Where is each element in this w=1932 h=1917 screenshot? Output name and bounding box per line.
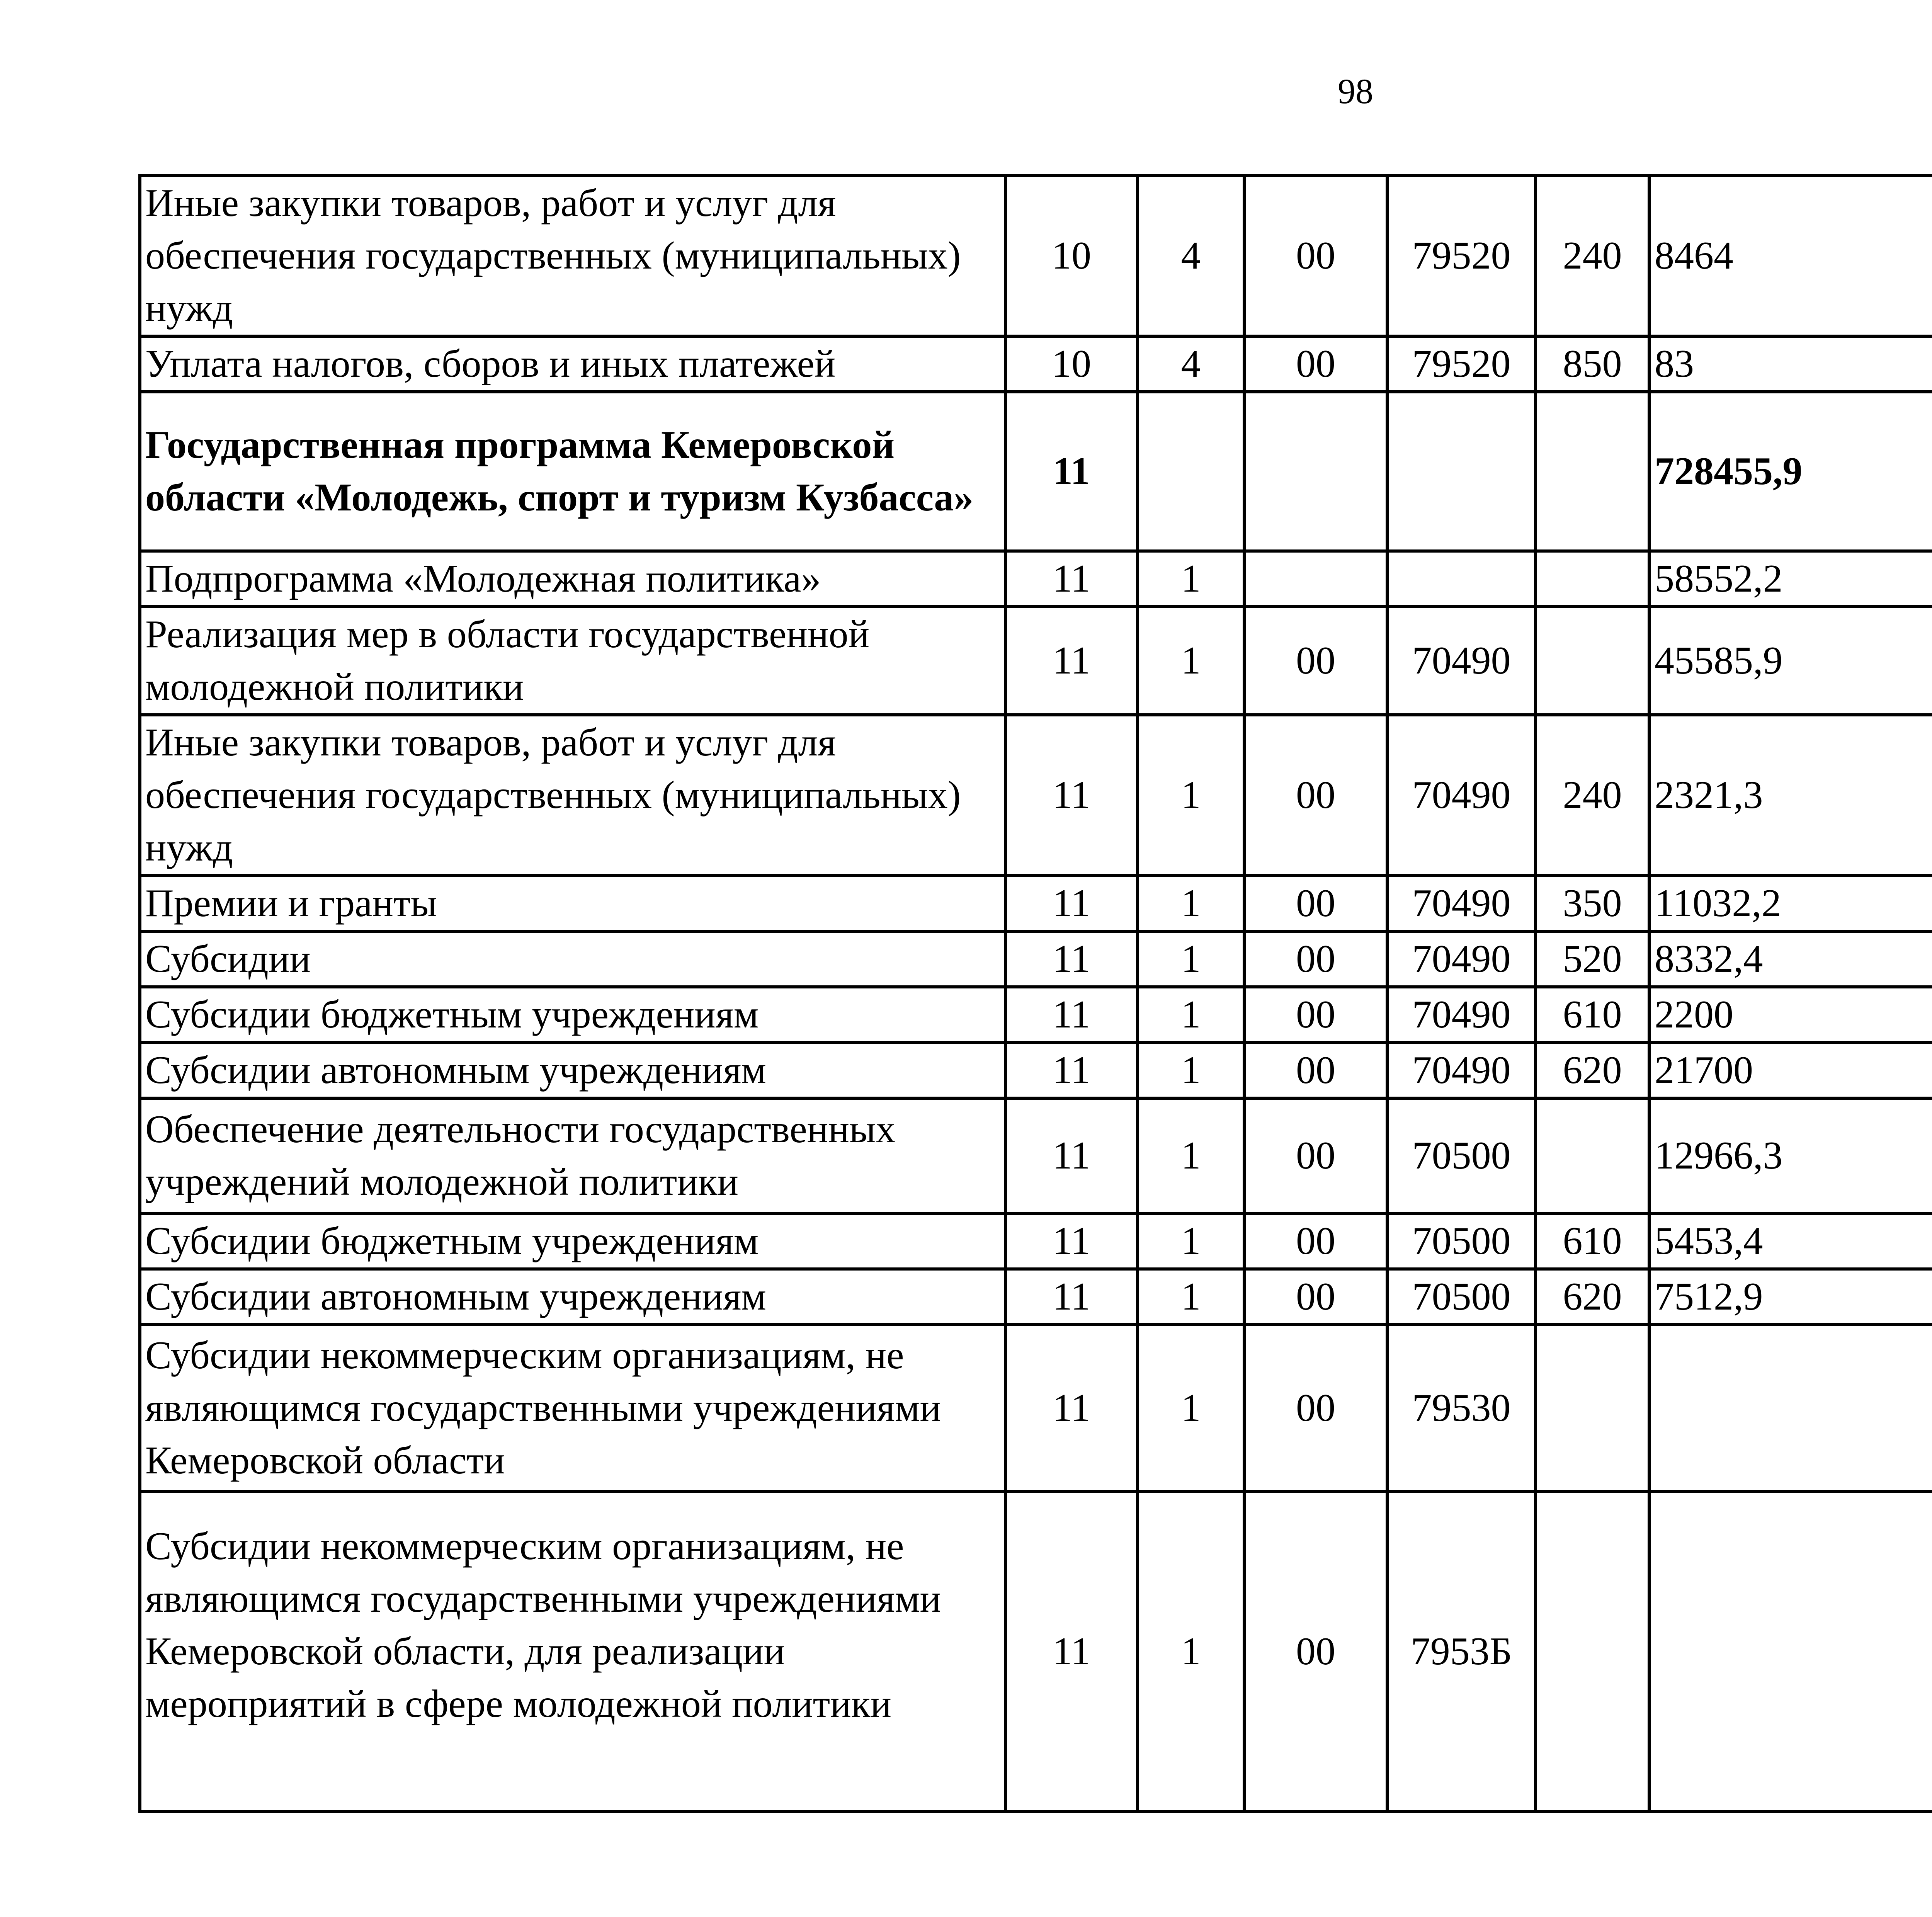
program-code: 00 bbox=[1244, 1043, 1387, 1098]
section-code: 11 bbox=[1005, 1098, 1138, 1213]
target-code: 70490 bbox=[1387, 876, 1536, 931]
table-row bbox=[140, 1325, 1932, 1492]
target-code: 70490 bbox=[1387, 1043, 1536, 1098]
target-code: 70490 bbox=[1387, 607, 1536, 715]
table-row bbox=[140, 715, 1932, 876]
program-code: 00 bbox=[1244, 931, 1387, 987]
row-name: Субсидии бюджетным учреждениям bbox=[140, 987, 1005, 1043]
expense-type-code bbox=[1536, 607, 1649, 715]
subsection-code: 4 bbox=[1138, 336, 1244, 392]
subsection-code: 1 bbox=[1138, 1325, 1244, 1492]
subsection-code bbox=[1138, 392, 1244, 551]
budget-table bbox=[138, 174, 1932, 1813]
program-code: 00 bbox=[1244, 1269, 1387, 1325]
expense-type-code: 610 bbox=[1536, 1213, 1649, 1269]
section-code: 10 bbox=[1005, 175, 1138, 336]
target-code bbox=[1387, 551, 1536, 607]
expense-type-code: 850 bbox=[1536, 336, 1649, 392]
row-name: Премии и гранты bbox=[140, 876, 1005, 931]
expense-type-code bbox=[1536, 1492, 1649, 1812]
section-code: 11 bbox=[1005, 551, 1138, 607]
section-code: 10 bbox=[1005, 336, 1138, 392]
subsection-code: 1 bbox=[1138, 715, 1244, 876]
table-row bbox=[140, 876, 1932, 931]
expense-type-code: 240 bbox=[1536, 175, 1649, 336]
row-name: Государственная программа Кемеровской области «Молодежь, спорт и туризм Кузбасса» bbox=[140, 392, 1005, 551]
target-code: 79530 bbox=[1387, 1325, 1536, 1492]
amount-year-1: 728455,9 bbox=[1649, 392, 1932, 551]
row-name: Субсидии bbox=[140, 931, 1005, 987]
expense-type-code: 350 bbox=[1536, 876, 1649, 931]
table-row bbox=[140, 1492, 1932, 1812]
table-row bbox=[140, 1213, 1932, 1269]
section-code: 11 bbox=[1005, 931, 1138, 987]
page-number: 98 bbox=[1338, 71, 1373, 111]
program-code: 00 bbox=[1244, 1325, 1387, 1492]
subsection-code: 1 bbox=[1138, 876, 1244, 931]
table-row bbox=[140, 1098, 1932, 1213]
program-code: 00 bbox=[1244, 987, 1387, 1043]
amount-year-1: 58552,2 bbox=[1649, 551, 1932, 607]
section-code: 11 bbox=[1005, 1492, 1138, 1812]
amount-year-1: 21700 bbox=[1649, 1043, 1932, 1098]
row-name: Иные закупки товаров, работ и услуг для обеспечения государственных (муниципальных) нужд bbox=[140, 715, 1005, 876]
amount-year-1: 12966,3 bbox=[1649, 1098, 1932, 1213]
subsection-code: 1 bbox=[1138, 1043, 1244, 1098]
amount-year-1: 45585,9 bbox=[1649, 607, 1932, 715]
amount-year-1: 8464 bbox=[1649, 175, 1932, 336]
subsection-code: 1 bbox=[1138, 987, 1244, 1043]
program-code: 00 bbox=[1244, 1098, 1387, 1213]
program-code bbox=[1244, 392, 1387, 551]
target-code: 7953Б bbox=[1387, 1492, 1536, 1812]
expense-type-code bbox=[1536, 1098, 1649, 1213]
table-row bbox=[140, 1269, 1932, 1325]
amount-year-1 bbox=[1649, 1325, 1932, 1492]
expense-type-code: 520 bbox=[1536, 931, 1649, 987]
expense-type-code bbox=[1536, 392, 1649, 551]
amount-year-1: 7512,9 bbox=[1649, 1269, 1932, 1325]
section-code: 11 bbox=[1005, 715, 1138, 876]
table-row bbox=[140, 607, 1932, 715]
row-name: Субсидии бюджетным учреждениям bbox=[140, 1213, 1005, 1269]
subsection-code: 1 bbox=[1138, 1213, 1244, 1269]
target-code: 70490 bbox=[1387, 931, 1536, 987]
program-code bbox=[1244, 551, 1387, 607]
target-code: 70500 bbox=[1387, 1269, 1536, 1325]
amount-year-1 bbox=[1649, 1492, 1932, 1812]
section-code: 11 bbox=[1005, 1043, 1138, 1098]
row-name: Подпрограмма «Молодежная политика» bbox=[140, 551, 1005, 607]
amount-year-1: 2200 bbox=[1649, 987, 1932, 1043]
table-row bbox=[140, 551, 1932, 607]
row-name: Субсидии автономным учреждениям bbox=[140, 1043, 1005, 1098]
program-code: 00 bbox=[1244, 876, 1387, 931]
program-code: 00 bbox=[1244, 175, 1387, 336]
section-code: 11 bbox=[1005, 1325, 1138, 1492]
subsection-code: 1 bbox=[1138, 1098, 1244, 1213]
target-code bbox=[1387, 392, 1536, 551]
target-code: 70490 bbox=[1387, 987, 1536, 1043]
target-code: 70500 bbox=[1387, 1213, 1536, 1269]
program-code: 00 bbox=[1244, 336, 1387, 392]
amount-year-1: 83 bbox=[1649, 336, 1932, 392]
row-name: Реализация мер в области государственной молодежной политики bbox=[140, 607, 1005, 715]
target-code: 79520 bbox=[1387, 336, 1536, 392]
program-code: 00 bbox=[1244, 1213, 1387, 1269]
target-code: 70490 bbox=[1387, 715, 1536, 876]
expense-type-code: 610 bbox=[1536, 987, 1649, 1043]
expense-type-code: 620 bbox=[1536, 1269, 1649, 1325]
table-row-program-total bbox=[140, 392, 1932, 551]
section-code: 11 bbox=[1005, 607, 1138, 715]
section-code: 11 bbox=[1005, 1213, 1138, 1269]
amount-year-1: 11032,2 bbox=[1649, 876, 1932, 931]
subsection-code: 1 bbox=[1138, 551, 1244, 607]
table-row bbox=[140, 1043, 1932, 1098]
expense-type-code bbox=[1536, 551, 1649, 607]
expense-type-code: 240 bbox=[1536, 715, 1649, 876]
table-row bbox=[140, 336, 1932, 392]
subsection-code: 1 bbox=[1138, 607, 1244, 715]
subsection-code: 1 bbox=[1138, 1269, 1244, 1325]
row-name: Уплата налогов, сборов и иных платежей bbox=[140, 336, 1005, 392]
program-code: 00 bbox=[1244, 1492, 1387, 1812]
section-code: 11 bbox=[1005, 392, 1138, 551]
row-name: Субсидии автономным учреждениям bbox=[140, 1269, 1005, 1325]
program-code: 00 bbox=[1244, 607, 1387, 715]
section-code: 11 bbox=[1005, 987, 1138, 1043]
target-code: 79520 bbox=[1387, 175, 1536, 336]
row-name: Иные закупки товаров, работ и услуг для обеспечения государственных (муниципальных) нужд bbox=[140, 175, 1005, 336]
amount-year-1: 2321,3 bbox=[1649, 715, 1932, 876]
amount-year-1: 5453,4 bbox=[1649, 1213, 1932, 1269]
expense-type-code: 620 bbox=[1536, 1043, 1649, 1098]
subsection-code: 1 bbox=[1138, 931, 1244, 987]
expense-type-code bbox=[1536, 1325, 1649, 1492]
row-name: Субсидии некоммерческим организациям, не являющимся государственными учреждениями Кемеровской области bbox=[140, 1325, 1005, 1492]
row-name: Субсидии некоммерческим организациям, не являющимся государственными учреждениями Кемеровской области, для реализации мероприятий в сфере молодежной политики bbox=[140, 1492, 1005, 1812]
section-code: 11 bbox=[1005, 876, 1138, 931]
table-row bbox=[140, 931, 1932, 987]
target-code: 70500 bbox=[1387, 1098, 1536, 1213]
row-name: Обеспечение деятельности государственных учреждений молодежной политики bbox=[140, 1098, 1005, 1213]
amount-year-1: 8332,4 bbox=[1649, 931, 1932, 987]
subsection-code: 1 bbox=[1138, 1492, 1244, 1812]
section-code: 11 bbox=[1005, 1269, 1138, 1325]
subsection-code: 4 bbox=[1138, 175, 1244, 336]
program-code: 00 bbox=[1244, 715, 1387, 876]
table-row bbox=[140, 987, 1932, 1043]
table-row bbox=[140, 175, 1932, 336]
